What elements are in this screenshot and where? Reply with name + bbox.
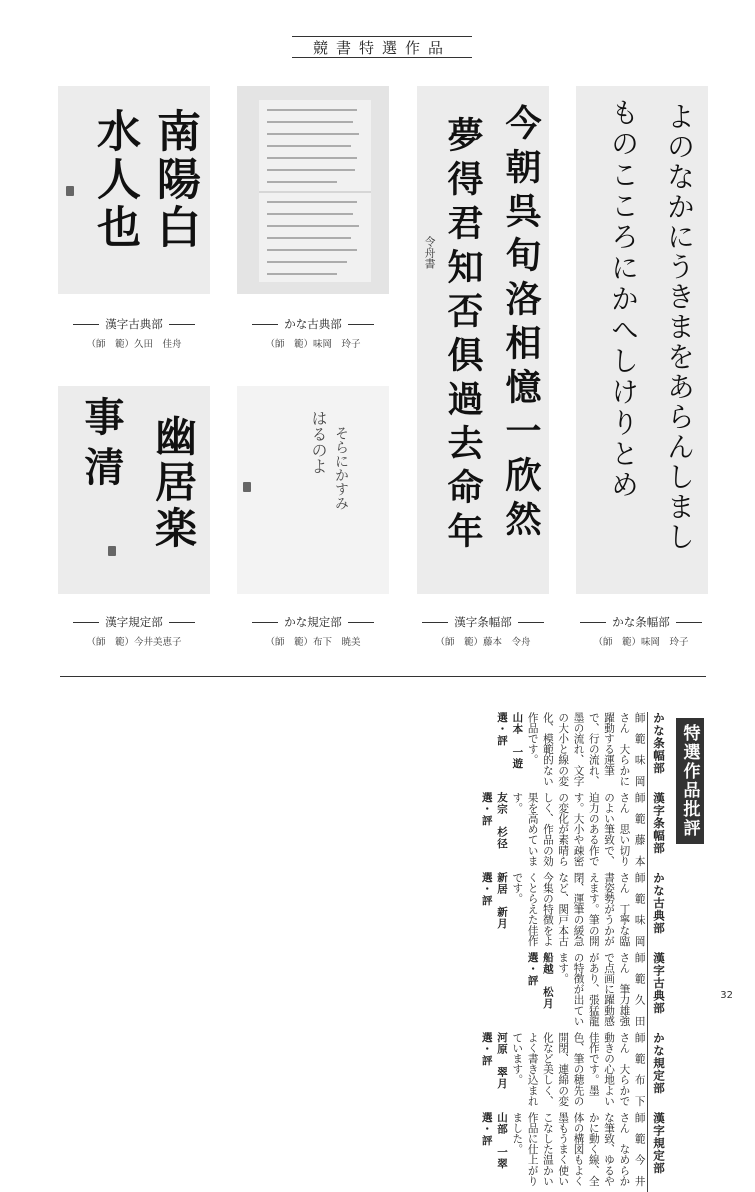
critique-heading: 漢字条幅部 bbox=[647, 792, 666, 872]
artwork-text-col-1: 今朝呉旬洛相憶一欣然 bbox=[500, 104, 542, 544]
teacher-kana-kitei: （師 範）布下 暁美 bbox=[265, 637, 361, 648]
artwork-kanji-koten bbox=[58, 86, 210, 294]
category-label: かな古典部 bbox=[284, 317, 342, 331]
caption-kana-kitei bbox=[237, 614, 389, 630]
artwork-kana-jofuku bbox=[576, 86, 708, 594]
seal-mark bbox=[66, 186, 74, 196]
critique-heading: かな条幅部 bbox=[647, 712, 666, 792]
category-label: かな規定部 bbox=[284, 615, 342, 629]
artwork-text-col-2: ものこころにかへしけりとめ bbox=[607, 98, 640, 501]
critique-signature: 河原 翠月選・評 bbox=[480, 1032, 509, 1090]
artwork-text-col-1: 幽居楽 bbox=[149, 414, 198, 552]
caption-kana-koten bbox=[237, 316, 389, 332]
critique-heading: かな規定部 bbox=[647, 1032, 666, 1112]
artwork-text-col-2: 事清 bbox=[78, 396, 125, 496]
critique-signature: 友宗 杉径選・評 bbox=[480, 792, 509, 850]
caption-kana-jofuku bbox=[570, 614, 712, 630]
artwork-kanji-kitei bbox=[58, 386, 210, 594]
section-divider bbox=[60, 676, 706, 677]
critique-heading: 漢字古典部 bbox=[647, 952, 666, 1032]
critique-signature: 山部 一翠選・評 bbox=[480, 1112, 509, 1170]
artwork-text-col-2: 夢得君知否俱過去命年 bbox=[442, 116, 484, 556]
artwork-text-col-1: はるのよ bbox=[309, 410, 328, 474]
artwork-text-col-1: よのなかにうきまをあらんしまし bbox=[663, 102, 696, 552]
artwork-text-col-2: そらにかすみ bbox=[333, 426, 349, 510]
manuscript-lines bbox=[237, 86, 389, 294]
critique-entry bbox=[64, 872, 666, 952]
caption-kanji-kitei bbox=[58, 614, 210, 630]
critique-body: 師 範 味 岡さん 大らかに躍動する運筆で、行の流れ、墨の流れ、文字の大小と線の変化、模範的ない作品です。 bbox=[526, 712, 646, 787]
critique-entry bbox=[64, 1032, 666, 1112]
category-label: 漢字古典部 bbox=[105, 317, 163, 331]
critique-entry bbox=[64, 952, 666, 1032]
category-label: 漢字規定部 bbox=[105, 615, 163, 629]
category-label: かな条幅部 bbox=[612, 615, 670, 629]
artwork-kanji-jofuku bbox=[417, 86, 549, 594]
critique-signature: 新居 新月選・評 bbox=[480, 872, 509, 930]
critique-entry bbox=[64, 792, 666, 872]
caption-kanji-jofuku bbox=[412, 614, 554, 630]
category-label: 漢字条幅部 bbox=[454, 615, 512, 629]
artwork-kana-koten bbox=[237, 86, 389, 294]
seal-mark bbox=[108, 546, 116, 556]
critique-signature: 船越 松月選・評 bbox=[526, 952, 554, 1010]
critique-body: 師 範 藤 本さん 思い切りのよい筆致で、迫力のある作です。大小や疎密の変化が素晴らしく、作品の効果を高めています。 bbox=[511, 792, 646, 867]
critique-heading: 漢字規定部 bbox=[647, 1112, 666, 1192]
critique-body: 師 範 今 井さん なめらかな筆致、ゆるやかに動く線、全体の構図もよく墨もうまく使いこなした温かい作品に仕上がりました。 bbox=[511, 1112, 646, 1187]
teacher-kana-koten: （師 範）味岡 玲子 bbox=[265, 339, 361, 350]
artwork-text-col-2: 水人也 bbox=[89, 108, 140, 252]
page-title: 競書特選作品 bbox=[292, 36, 472, 58]
page-number: 32 bbox=[720, 990, 733, 1001]
critique-heading: かな古典部 bbox=[647, 872, 666, 952]
teacher-kanji-koten: （師 範）久田 佳舟 bbox=[86, 339, 182, 350]
critique-title: 特選作品批評 bbox=[676, 718, 704, 844]
teacher-kanji-kitei: （師 範）今井美恵子 bbox=[86, 637, 182, 648]
critique-entry bbox=[64, 712, 666, 792]
critique-body: 師 範 久 田さん 筆力雄強で点画に躍動感があり、張猛龍の特徴が出ています。 bbox=[557, 952, 646, 1027]
critique-section bbox=[60, 712, 666, 1187]
critique-body: 師 範 布 下さん 大らかで動きの心地よい佳作です。墨色、筆の穂先の開閉、連綿の変化など美しく、よく書き込まれています。 bbox=[511, 1032, 646, 1107]
teacher-kanji-jofuku: （師 範）藤本 令舟 bbox=[435, 637, 531, 648]
teacher-kana-jofuku: （師 範）味岡 玲子 bbox=[593, 637, 689, 648]
seal-mark bbox=[243, 482, 251, 492]
critique-body: 師 範 味 岡さん 丁寧な臨書姿勢がうかがえます。筆の開閉、運筆の緩急など、関戸本古今集の特徴をよくとらえた佳作です。 bbox=[511, 872, 646, 947]
caption-kanji-koten bbox=[58, 316, 210, 332]
critique-entry bbox=[64, 1112, 666, 1192]
artwork-kana-kitei bbox=[237, 386, 389, 594]
artwork-signature: 令舟書 bbox=[423, 236, 436, 269]
critique-signature: 山本 一遊選・評 bbox=[496, 712, 524, 770]
artwork-text-col-1: 南陽白 bbox=[149, 108, 200, 252]
